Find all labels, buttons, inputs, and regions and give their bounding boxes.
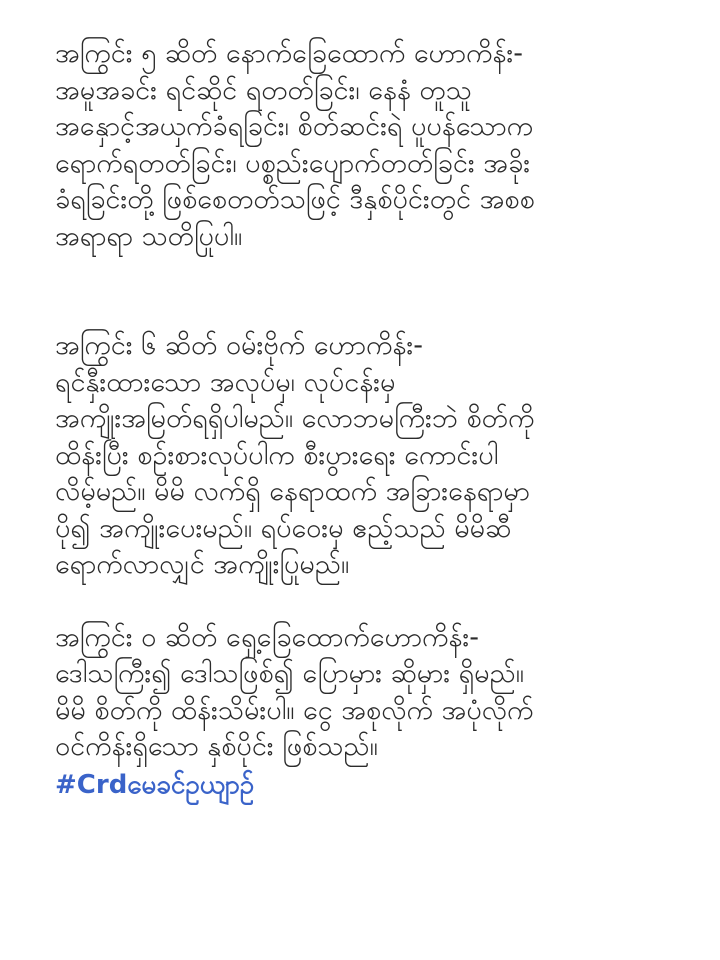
remainder-0-section bbox=[55, 620, 670, 766]
remainder-5-section bbox=[55, 36, 670, 255]
text-line: ရင်နှီးထားသော အလုပ်မှ၊ လုပ်ငန်းမှ bbox=[55, 366, 396, 398]
text-line: ဒေါသကြီး၍ ဒေါသဖြစ်၍ ပြောမှား ဆိုမှား ရှိမည်။ bbox=[55, 658, 524, 689]
text-line: အမူအခင်း ရင်ဆိုင် ရတတ်ခြင်း၊ နေနံ တူသူ bbox=[55, 74, 472, 106]
hashtag-link[interactable]: #Crdမေခင်ဥယျာဉ် bbox=[55, 769, 255, 800]
text-line: အကျိုးအမြတ်ရရှိပါမည်။ လောဘမကြီးဘဲ စိတ်ကို bbox=[55, 403, 535, 434]
remainder-6-section bbox=[55, 328, 670, 584]
text-line: ပို၍ အကျိုးပေးမည်။ ရပ်ဝေးမှ ဧည့်သည် မိမိဆီ bbox=[55, 512, 512, 544]
text-line: အရာရာ သတိပြုပါ။ bbox=[55, 220, 243, 252]
text-line: မိမိ စိတ်ကို ထိန်းသိမ်းပါ။ ငွေ အစုလိုက် အပုံလိုက် bbox=[55, 694, 534, 726]
text-line: လိမ့်မည်။ မိမိ လက်ရှိ နေရာထက် အခြားနေရာမှာ bbox=[55, 476, 530, 507]
text-line: ရောက်ရတတ်ခြင်း၊ ပစ္စည်းပျောက်တတ်ခြင်း အခိုး bbox=[55, 147, 531, 179]
text-line: အနှောင့်အယှက်ခံရခြင်း၊ စိတ်ဆင်းရဲ ပူပန်သောက bbox=[55, 111, 534, 142]
text-line: ဝင်ကိန်းရှိသော နှစ်ပိုင်း ဖြစ်သည်။ bbox=[55, 731, 378, 762]
text-line: ခံရခြင်းတို့ ဖြစ်စေတတ်သဖြင့် ဒီနှစ်ပိုင်းတွင် အစစ bbox=[55, 184, 535, 215]
text-line: အကြွင်း ၅ ဆိတ် နောက်ခြေထောက် ဟောကိန်း- bbox=[55, 38, 524, 69]
text-line: အကြွင်း ၆ ဆိတ် ဝမ်းဗိုက် ဟောကိန်း- bbox=[55, 330, 423, 361]
text-line: ထိန်းပြီး စဉ်းစားလုပ်ပါက စီးပွားရေး ကောင်းပါ bbox=[55, 439, 499, 471]
text-line: အကြွင်း ၀ ဆိတ် ရှေ့ခြေထောက်ဟောကိန်း- bbox=[55, 621, 479, 653]
text-line: ရောက်လာလျှင် အကျိုးပြုမည်။ bbox=[55, 549, 350, 580]
